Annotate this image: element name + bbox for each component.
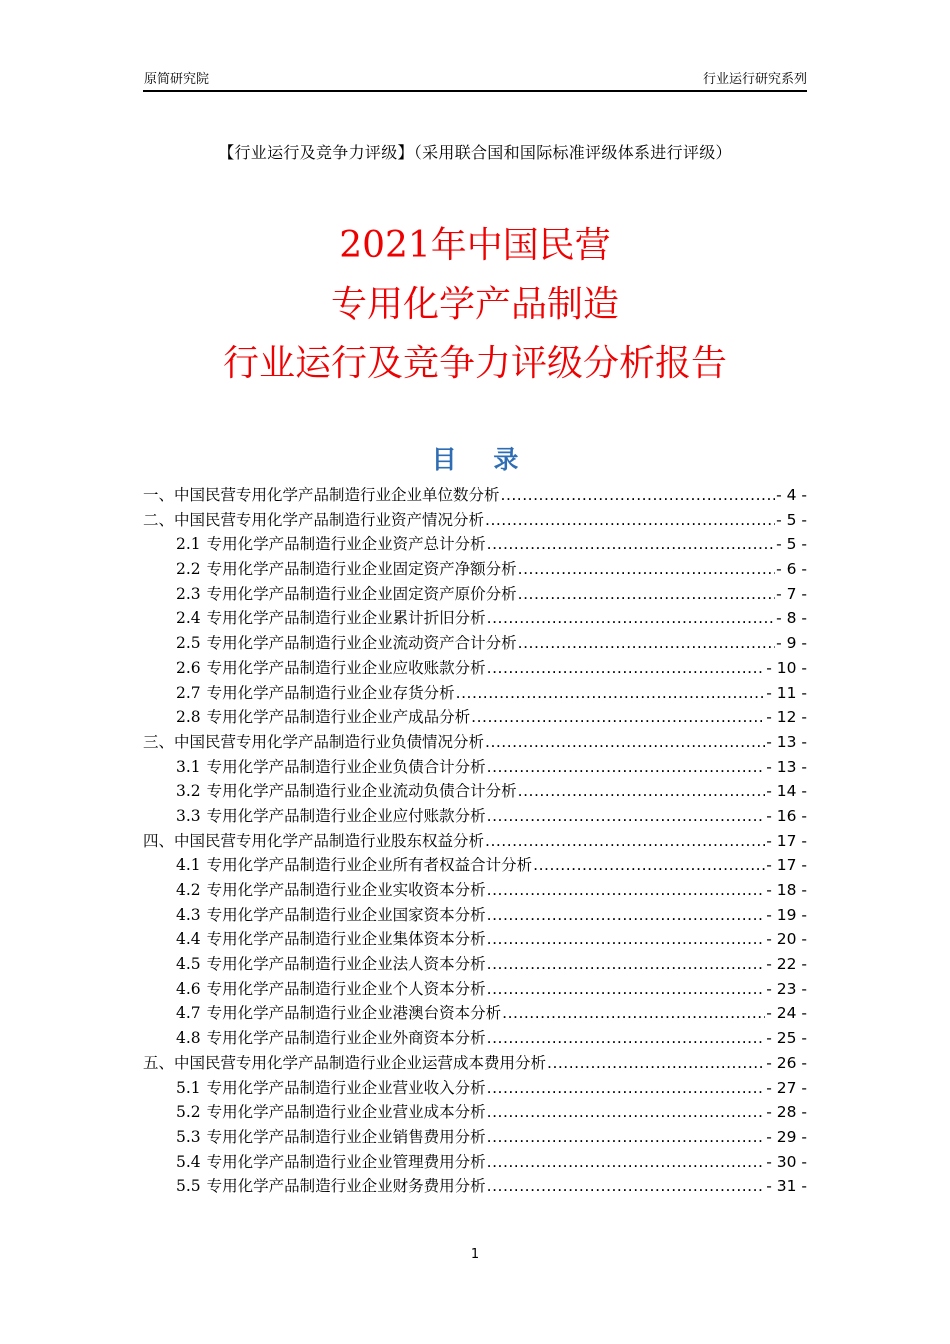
- toc-entry[interactable]: [143, 483, 807, 508]
- header-organization: 原简研究院: [144, 72, 210, 87]
- toc-entry-page: - 17 -: [766, 856, 807, 875]
- toc-entry-number: 4.3: [176, 905, 201, 924]
- toc-entry[interactable]: [143, 977, 807, 1002]
- toc-entry-page: - 24 -: [766, 1004, 807, 1023]
- toc-entry-page: - 17 -: [766, 831, 807, 850]
- toc-leader-dots: [487, 1177, 766, 1195]
- toc-entry-number: 3.3: [176, 806, 201, 825]
- toc-entry[interactable]: [143, 656, 807, 681]
- toc-entry-page: - 6 -: [776, 560, 807, 579]
- toc-entry-label: 专用化学产品制造行业企业营业成本分析: [206, 1103, 486, 1122]
- toc-heading: 目 录: [431, 445, 533, 474]
- toc-entry[interactable]: [143, 508, 807, 533]
- toc-entry-label: 专用化学产品制造行业企业管理费用分析: [206, 1152, 486, 1171]
- toc-leader-dots: [471, 708, 765, 726]
- toc-entry-label: 专用化学产品制造行业企业流动负债合计分析: [206, 782, 517, 801]
- toc-entry-number: 2.1: [176, 535, 201, 554]
- toc-entry-page: - 19 -: [766, 905, 807, 924]
- toc-leader-dots: [487, 930, 766, 948]
- toc-entry-page: - 23 -: [766, 979, 807, 998]
- table-of-contents: [143, 483, 807, 1199]
- toc-entry-page: - 5 -: [776, 535, 807, 554]
- toc-entry-label: 专用化学产品制造行业企业所有者权益合计分析: [206, 856, 533, 875]
- toc-entry[interactable]: [143, 1051, 807, 1076]
- title-line-1: 2021年中国民营: [339, 225, 611, 266]
- toc-leader-dots: [518, 585, 775, 603]
- toc-entry-page: - 12 -: [766, 708, 807, 727]
- toc-entry-label: 专用化学产品制造行业企业资产总计分析: [206, 535, 486, 554]
- toc-leader-dots: [487, 1153, 766, 1171]
- report-title: [0, 216, 950, 393]
- toc-entry-number: 2.3: [176, 584, 201, 603]
- toc-entry[interactable]: [143, 903, 807, 928]
- toc-entry[interactable]: [143, 730, 807, 755]
- toc-entry[interactable]: [143, 1150, 807, 1175]
- toc-entry-page: - 14 -: [766, 782, 807, 801]
- title-line-2: 专用化学产品制造: [330, 284, 619, 325]
- toc-leader-dots: [487, 659, 766, 677]
- toc-entry-number: 4.7: [176, 1004, 201, 1023]
- toc-leader-dots: [533, 856, 765, 874]
- toc-entry-number: 2.8: [176, 708, 201, 727]
- toc-entry-page: - 30 -: [766, 1152, 807, 1171]
- toc-entry-number: 4.8: [176, 1029, 201, 1048]
- toc-entry-page: - 16 -: [766, 806, 807, 825]
- toc-entry-number: 4.1: [176, 856, 201, 875]
- toc-entry-number: 2.5: [176, 634, 201, 653]
- toc-leader-dots: [485, 511, 775, 529]
- toc-entry-label: 专用化学产品制造行业企业财务费用分析: [206, 1177, 486, 1196]
- toc-leader-dots: [518, 560, 775, 578]
- toc-entry-label: 专用化学产品制造行业企业固定资产原价分析: [206, 584, 517, 603]
- toc-entry-page: - 5 -: [776, 510, 807, 529]
- toc-entry[interactable]: [143, 952, 807, 977]
- toc-leader-dots: [487, 758, 766, 776]
- toc-entry-label: 专用化学产品制造行业企业销售费用分析: [206, 1127, 486, 1146]
- toc-leader-dots: [487, 1029, 766, 1047]
- toc-leader-dots: [487, 906, 766, 924]
- toc-entry-number: 3.1: [176, 757, 201, 776]
- toc-entry-number: 5.1: [176, 1078, 201, 1097]
- toc-entry[interactable]: [143, 1174, 807, 1199]
- toc-entry-label: 中国民营专用化学产品制造行业股东权益分析: [174, 831, 485, 850]
- toc-entry-number: 2.6: [176, 658, 201, 677]
- toc-entry-page: - 26 -: [766, 1053, 807, 1072]
- toc-leader-dots: [487, 1079, 766, 1097]
- toc-entry-label: 专用化学产品制造行业企业产成品分析: [206, 708, 471, 727]
- toc-leader-dots: [487, 807, 766, 825]
- toc-leader-dots: [487, 980, 766, 998]
- toc-entry-page: - 20 -: [766, 930, 807, 949]
- toc-entry-label: 专用化学产品制造行业企业负债合计分析: [206, 757, 486, 776]
- toc-entry-number: 5.5: [176, 1177, 201, 1196]
- toc-entry-number: 4.6: [176, 979, 201, 998]
- toc-entry[interactable]: [143, 878, 807, 903]
- toc-entry-number: 5.4: [176, 1152, 201, 1171]
- page-header: [143, 68, 807, 92]
- toc-leader-dots: [518, 782, 766, 800]
- toc-entry-label: 专用化学产品制造行业企业国家资本分析: [206, 905, 486, 924]
- toc-leader-dots: [547, 1054, 765, 1072]
- toc-entry[interactable]: [143, 532, 807, 557]
- toc-leader-dots: [487, 1103, 766, 1121]
- toc-entry-page: - 10 -: [766, 658, 807, 677]
- toc-leader-dots: [501, 486, 776, 504]
- toc-entry-page: - 22 -: [766, 955, 807, 974]
- toc-entry-number: 四、: [143, 831, 175, 850]
- toc-entry[interactable]: [143, 1100, 807, 1125]
- toc-entry[interactable]: [143, 829, 807, 854]
- toc-entry-label: 专用化学产品制造行业企业实收资本分析: [206, 881, 486, 899]
- toc-entry-label: 专用化学产品制造行业企业应收账款分析: [206, 658, 486, 677]
- toc-entry-label: 专用化学产品制造行业企业集体资本分析: [206, 930, 486, 949]
- toc-leader-dots: [487, 609, 775, 627]
- toc-entry-number: 三、: [143, 732, 175, 751]
- toc-entry-number: 4.4: [176, 930, 201, 949]
- toc-leader-dots: [485, 832, 765, 850]
- toc-entry-label: 专用化学产品制造行业企业营业收入分析: [206, 1078, 486, 1097]
- toc-entry-number: 一、: [143, 486, 175, 504]
- toc-entry-number: 2.4: [176, 609, 201, 628]
- toc-entry-number: 5.2: [176, 1103, 201, 1122]
- toc-entry[interactable]: [143, 705, 807, 730]
- toc-entry-label: 中国民营专用化学产品制造行业负债情况分析: [174, 732, 485, 751]
- toc-entry-page: - 13 -: [766, 732, 807, 751]
- toc-entry[interactable]: [143, 631, 807, 656]
- toc-entry-label: 专用化学产品制造行业企业应付账款分析: [206, 806, 486, 825]
- toc-entry-page: - 8 -: [776, 609, 807, 628]
- toc-entry-page: - 28 -: [766, 1103, 807, 1122]
- toc-entry-label: 中国民营专用化学产品制造行业企业运营成本费用分析: [174, 1053, 547, 1072]
- toc-entry[interactable]: [143, 1001, 807, 1026]
- toc-entry-number: 4.2: [176, 881, 201, 899]
- toc-entry-label: 专用化学产品制造行业企业外商资本分析: [206, 1029, 486, 1048]
- toc-entry-page: - 31 -: [766, 1177, 807, 1196]
- toc-entry-label: 中国民营专用化学产品制造行业资产情况分析: [174, 510, 485, 529]
- toc-entry[interactable]: [143, 853, 807, 878]
- toc-entry-label: 专用化学产品制造行业企业累计折旧分析: [206, 609, 486, 628]
- toc-entry-page: - 25 -: [766, 1029, 807, 1048]
- toc-entry-number: 二、: [143, 510, 175, 529]
- toc-entry[interactable]: [143, 582, 807, 607]
- toc-leader-dots: [485, 733, 765, 751]
- toc-entry-number: 2.7: [176, 683, 201, 702]
- toc-leader-dots: [502, 1004, 765, 1022]
- toc-entry-label: 中国民营专用化学产品制造行业企业单位数分析: [174, 486, 500, 504]
- toc-entry-label: 专用化学产品制造行业企业法人资本分析: [206, 955, 486, 974]
- toc-entry[interactable]: [143, 927, 807, 952]
- toc-leader-dots: [487, 1128, 766, 1146]
- toc-leader-dots: [487, 881, 766, 899]
- toc-entry-label: 专用化学产品制造行业企业港澳台资本分析: [206, 1004, 502, 1023]
- toc-entry-page: - 18 -: [766, 881, 807, 899]
- toc-entry-number: 5.3: [176, 1127, 201, 1146]
- header-series: 行业运行研究系列: [702, 72, 807, 87]
- toc-entry-page: - 29 -: [766, 1127, 807, 1146]
- toc-entry[interactable]: [143, 1026, 807, 1051]
- toc-entry-number: 4.5: [176, 955, 201, 974]
- toc-entry[interactable]: [143, 557, 807, 582]
- toc-entry[interactable]: [143, 606, 807, 631]
- toc-leader-dots: [487, 955, 766, 973]
- toc-leader-dots: [456, 684, 766, 702]
- toc-entry-label: 专用化学产品制造行业企业个人资本分析: [206, 979, 486, 998]
- rating-subtitle: 【行业运行及竞争力评级】（采用联合国和国际标准评级体系进行评级）: [218, 143, 732, 162]
- toc-entry[interactable]: [143, 779, 807, 804]
- toc-entry-label: 专用化学产品制造行业企业流动资产合计分析: [206, 634, 517, 653]
- toc-entry-page: - 7 -: [776, 584, 807, 603]
- toc-entry-label: 专用化学产品制造行业企业存货分析: [206, 683, 455, 702]
- page-number: 1: [470, 1247, 480, 1262]
- toc-leader-dots: [487, 535, 775, 553]
- title-line-3: 行业运行及竞争力评级分析报告: [222, 343, 727, 384]
- toc-entry-page: - 11 -: [766, 683, 807, 702]
- toc-entry[interactable]: [143, 681, 807, 706]
- toc-entry-number: 五、: [143, 1053, 175, 1072]
- toc-entry[interactable]: [143, 1125, 807, 1150]
- toc-entry[interactable]: [143, 755, 807, 780]
- toc-entry-label: 专用化学产品制造行业企业固定资产净额分析: [206, 560, 517, 579]
- toc-entry-number: 2.2: [176, 560, 201, 579]
- toc-entry-page: - 9 -: [776, 634, 807, 653]
- toc-entry-number: 3.2: [176, 782, 201, 801]
- toc-entry[interactable]: [143, 804, 807, 829]
- toc-leader-dots: [518, 634, 775, 652]
- toc-entry[interactable]: [143, 1076, 807, 1101]
- toc-entry-page: - 27 -: [766, 1078, 807, 1097]
- toc-entry-page: - 4 -: [776, 486, 807, 504]
- toc-entry-page: - 13 -: [766, 757, 807, 776]
